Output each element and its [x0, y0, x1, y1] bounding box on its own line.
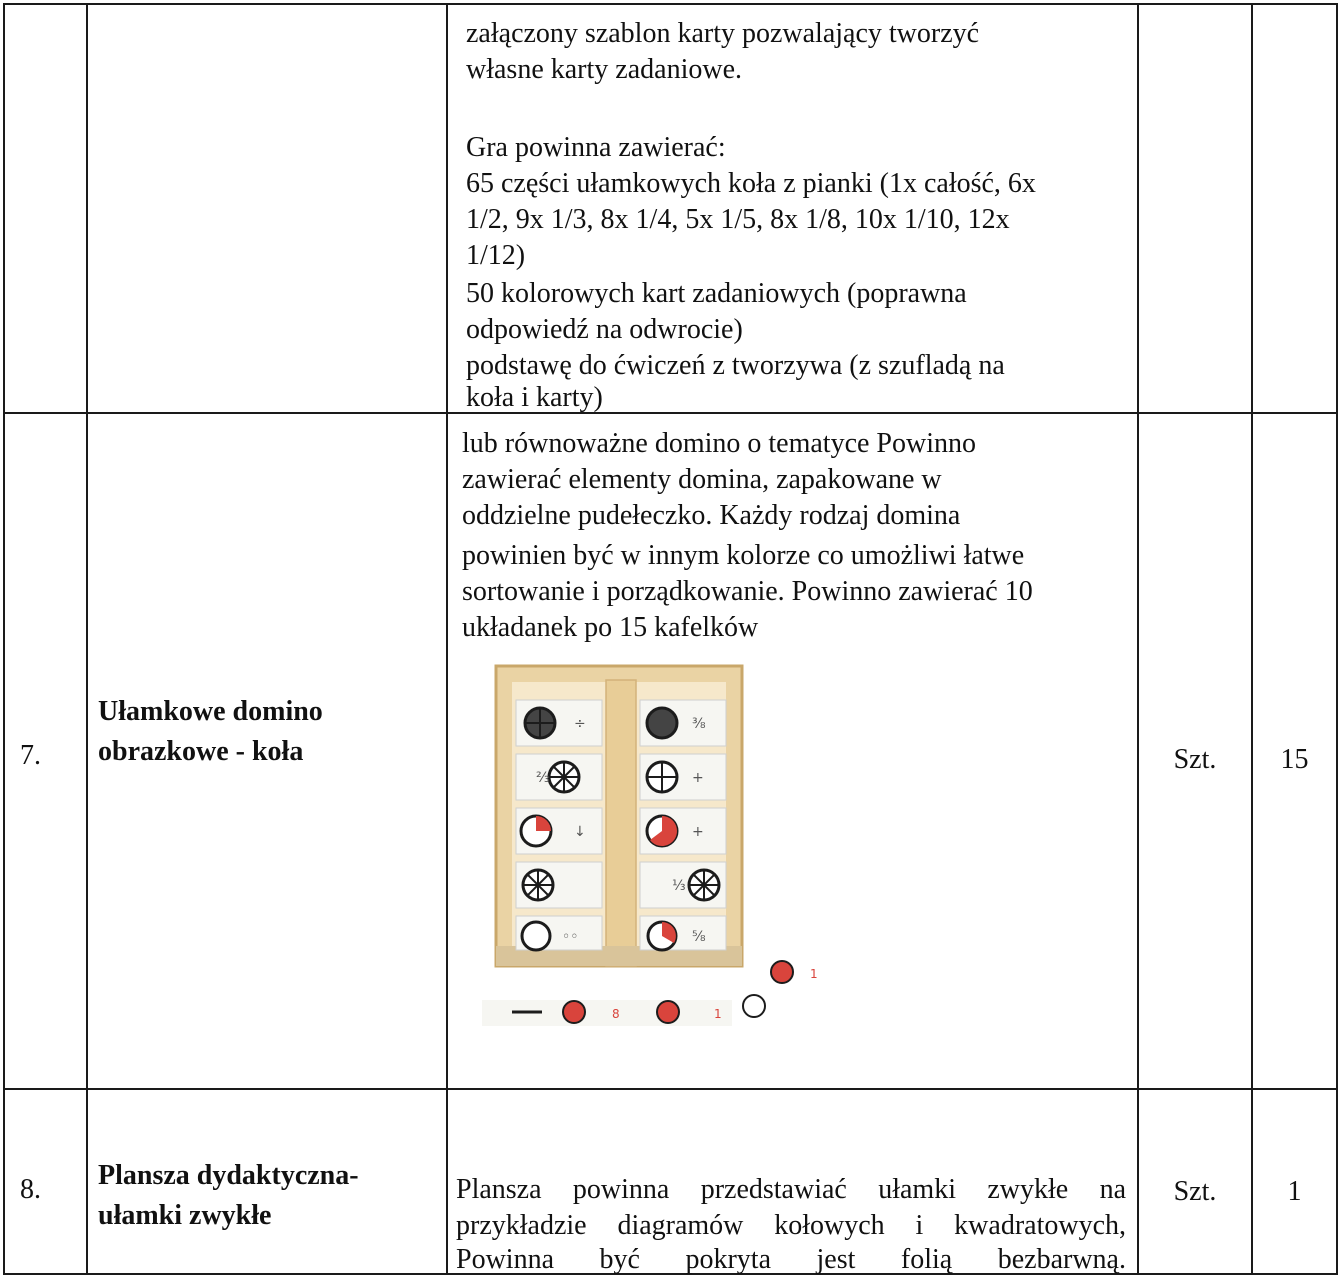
svg-text:◦◦: ◦◦: [562, 929, 579, 945]
item-name-line: Ułamkowe domino: [98, 696, 323, 727]
svg-text:⅓: ⅓: [672, 878, 686, 894]
unit-cell: Szt.: [1173, 1176, 1217, 1207]
col-divider-desc: [1137, 3, 1139, 1275]
description-line: układanek po 15 kafelków: [462, 612, 759, 643]
description-line: przykładzie diagramów kołowych i kwadratowych,: [456, 1210, 1126, 1241]
description-line: 50 kolorowych kart zadaniowych (poprawna: [466, 278, 967, 309]
product-photo: [482, 660, 862, 1040]
description-line: własne karty zadaniowe.: [466, 54, 742, 85]
description-line: lub równoważne domino o tematyce Powinno: [462, 428, 977, 459]
description-line: odpowiedź na odwrocie): [466, 314, 743, 345]
svg-text:⅜: ⅜: [692, 716, 706, 732]
svg-text:+: +: [692, 824, 704, 840]
svg-text:↓: ↓: [574, 824, 586, 840]
unit-cell: Szt.: [1173, 744, 1217, 775]
col-divider-unit: [1251, 3, 1253, 1275]
description-line: 1/12): [466, 240, 526, 271]
svg-text:+: +: [692, 770, 704, 786]
description-line: oddzielne pudełeczko. Każdy rodzaj domina: [462, 500, 961, 531]
col-divider-number: [86, 3, 88, 1275]
description-line: sortowanie i porządkowanie. Powinno zawierać 10: [462, 576, 1033, 607]
svg-text:⅝: ⅝: [692, 929, 706, 945]
svg-text:1: 1: [810, 967, 818, 981]
quantity-cell: 15: [1280, 744, 1309, 775]
description-line: powinien być w innym kolorze co umożliwi łatwe: [462, 540, 1025, 571]
item-name-line: obrazkowe - koła: [98, 736, 304, 767]
row-number: 8.: [20, 1174, 41, 1205]
description-line: Plansza powinna przedstawiać ułamki zwykłe na: [456, 1174, 1126, 1205]
description-line: zawierać elementy domina, zapakowane w: [462, 464, 942, 495]
row-number: 7.: [20, 740, 41, 771]
svg-text:÷: ÷: [574, 716, 586, 732]
svg-text:8: 8: [612, 1007, 620, 1021]
description-line: załączony szablon karty pozwalający tworzyć: [466, 18, 980, 49]
item-name-line: ułamki zwykłe: [98, 1200, 272, 1231]
col-divider-name: [446, 3, 448, 1275]
description-line: Gra powinna zawierać:: [466, 132, 726, 163]
description-line: 65 części ułamkowych koła z pianki (1x całość, 6x: [466, 168, 1036, 199]
description-line: podstawę do ćwiczeń z tworzywa (z szufladą na: [466, 350, 1005, 381]
col-divider-left: [3, 3, 5, 1275]
svg-text:⅔: ⅔: [536, 770, 550, 786]
table-border-right: [1336, 3, 1338, 1275]
svg-text:1: 1: [714, 1007, 722, 1021]
item-name-line: Plansza dydaktyczna-: [98, 1160, 359, 1191]
description-line: Powinna być pokryta jest folią bezbarwną.: [456, 1244, 1126, 1275]
quantity-cell: 1: [1287, 1176, 1302, 1207]
domino-box-illustration: [482, 660, 862, 1040]
description-line: 1/2, 9x 1/3, 8x 1/4, 5x 1/5, 8x 1/8, 10x 1/10, 12x: [466, 204, 1010, 235]
description-line: koła i karty): [466, 382, 603, 413]
